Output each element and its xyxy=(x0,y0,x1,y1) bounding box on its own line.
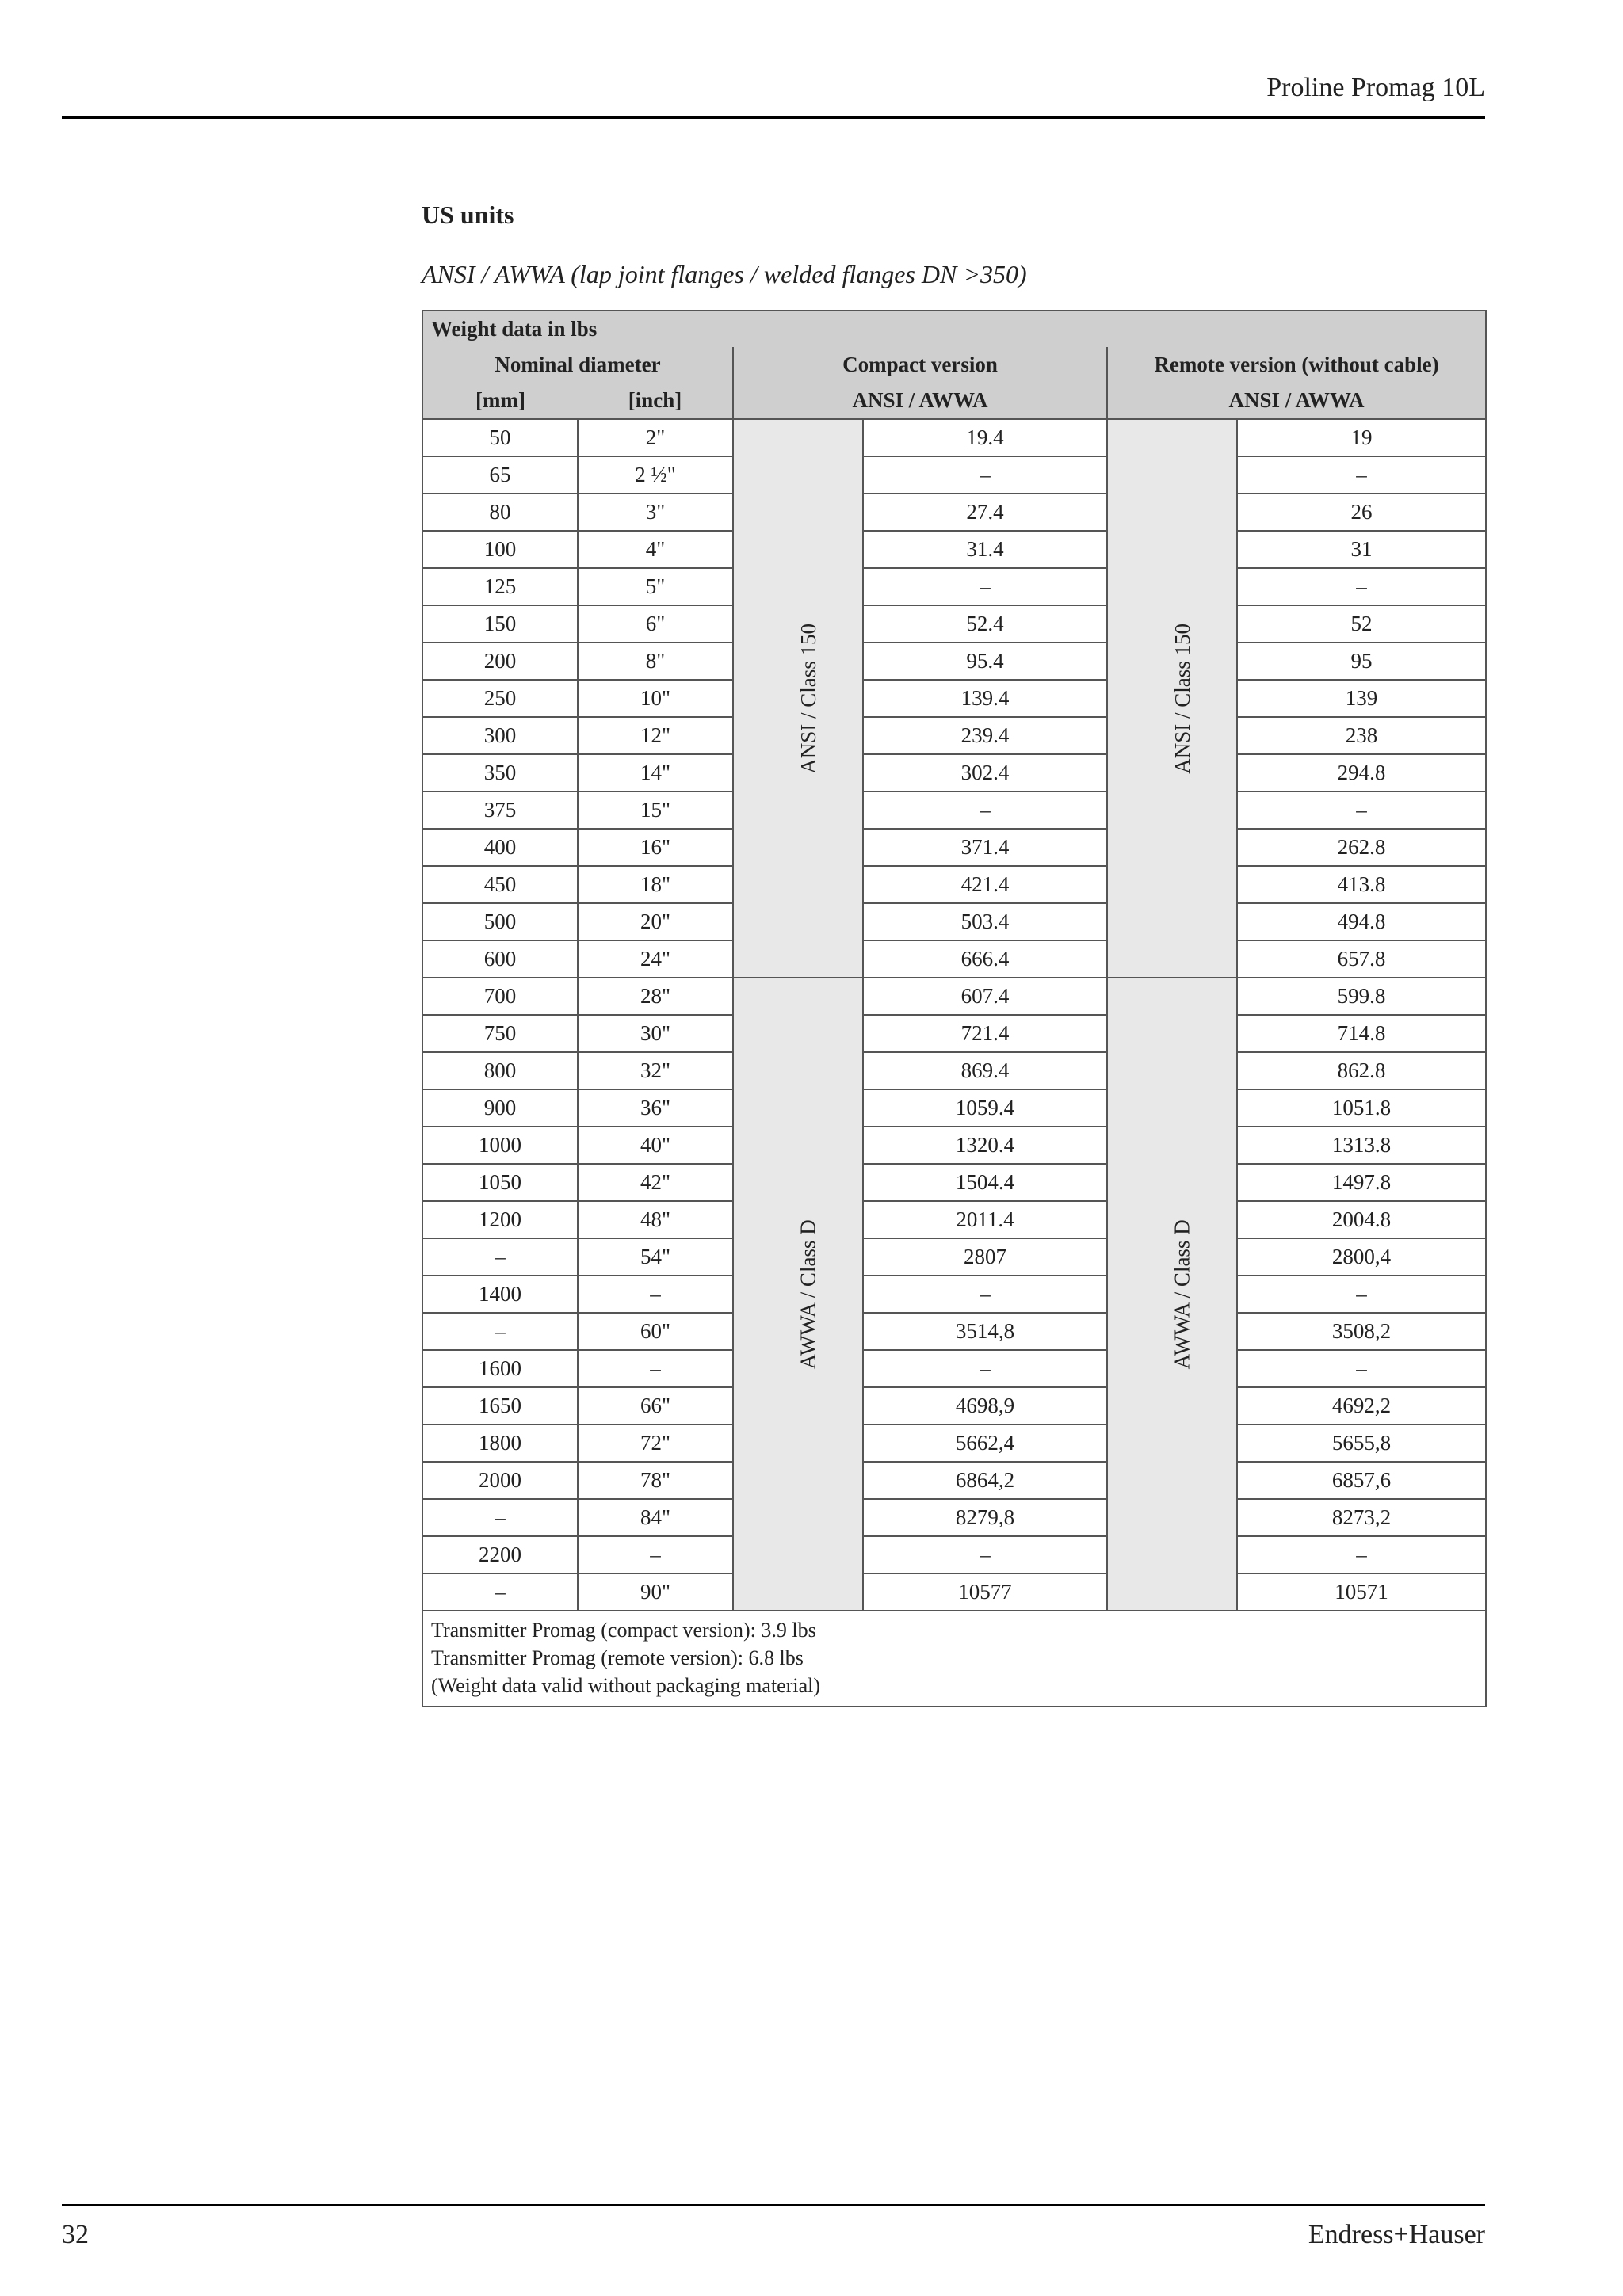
table-row xyxy=(422,1387,1486,1425)
diameter-mm-cell: 80 xyxy=(422,494,578,531)
table-row xyxy=(422,680,1486,717)
diameter-mm-cell: 450 xyxy=(422,866,578,903)
remote-weight-cell: – xyxy=(1237,791,1486,829)
diameter-mm-cell: 250 xyxy=(422,680,578,717)
compact-weight-cell: 1504.4 xyxy=(863,1164,1107,1201)
header-mm: [mm] xyxy=(422,383,578,419)
compact-weight-cell: 607.4 xyxy=(863,978,1107,1015)
remote-weight-cell: 599.8 xyxy=(1237,978,1486,1015)
table-row xyxy=(422,1573,1486,1611)
diameter-mm-cell: 1650 xyxy=(422,1387,578,1425)
remote-weight-cell: 31 xyxy=(1237,531,1486,568)
diameter-mm-cell: 1600 xyxy=(422,1350,578,1387)
remote-weight-cell: 714.8 xyxy=(1237,1015,1486,1052)
table-row xyxy=(422,1499,1486,1536)
diameter-inch-cell: 20" xyxy=(578,903,733,940)
table-row xyxy=(422,1238,1486,1276)
table-row xyxy=(422,643,1486,680)
remote-weight-cell: 657.8 xyxy=(1237,940,1486,978)
footnote-remote-transmitter: Transmitter Promag (remote version): 6.8 lbs xyxy=(431,1646,804,1670)
diameter-mm-cell: – xyxy=(422,1499,578,1536)
section-heading: US units xyxy=(422,200,514,229)
compact-weight-cell: 721.4 xyxy=(863,1015,1107,1052)
table-row xyxy=(422,1350,1486,1387)
compact-weight-cell: 503.4 xyxy=(863,903,1107,940)
compact-weight-cell: – xyxy=(863,1350,1107,1387)
diameter-inch-cell: 10" xyxy=(578,680,733,717)
diameter-inch-cell: 3" xyxy=(578,494,733,531)
table-row xyxy=(422,456,1486,494)
diameter-inch-cell: 36" xyxy=(578,1089,733,1127)
diameter-inch-cell: 66" xyxy=(578,1387,733,1425)
table-row xyxy=(422,1089,1486,1127)
footnote-compact-transmitter: Transmitter Promag (compact version): 3.9 lbs xyxy=(431,1619,816,1642)
diameter-mm-cell: 800 xyxy=(422,1052,578,1089)
diameter-mm-cell: 150 xyxy=(422,605,578,643)
diameter-inch-cell: 42" xyxy=(578,1164,733,1201)
diameter-mm-cell: 400 xyxy=(422,829,578,866)
compact-weight-cell: 1320.4 xyxy=(863,1127,1107,1164)
footnote-packaging: (Weight data valid without packaging material) xyxy=(431,1674,821,1698)
table-row xyxy=(422,829,1486,866)
table-footnotes xyxy=(422,1611,1486,1707)
remote-pressure-class-band xyxy=(1107,419,1237,978)
remote-weight-cell: – xyxy=(1237,1350,1486,1387)
table-row xyxy=(422,1015,1486,1052)
diameter-mm-cell: 300 xyxy=(422,717,578,754)
table-row xyxy=(422,531,1486,568)
remote-pressure-class-label: AWWA / Class D xyxy=(1170,1219,1194,1370)
diameter-inch-cell: 6" xyxy=(578,605,733,643)
remote-weight-cell: 238 xyxy=(1237,717,1486,754)
diameter-inch-cell: 18" xyxy=(578,866,733,903)
diameter-inch-cell: 2 ½" xyxy=(578,456,733,494)
weight-table-header xyxy=(422,311,1486,419)
diameter-mm-cell: – xyxy=(422,1313,578,1350)
diameter-mm-cell: 100 xyxy=(422,531,578,568)
remote-pressure-class-band xyxy=(1107,978,1237,1611)
remote-weight-cell: 494.8 xyxy=(1237,903,1486,940)
compact-weight-cell: 95.4 xyxy=(863,643,1107,680)
diameter-inch-cell: 16" xyxy=(578,829,733,866)
remote-weight-cell: – xyxy=(1237,1276,1486,1313)
remote-weight-cell: 6857,6 xyxy=(1237,1462,1486,1499)
diameter-inch-cell: 5" xyxy=(578,568,733,605)
remote-weight-cell: – xyxy=(1237,568,1486,605)
footer-brand: Endress+Hauser xyxy=(1308,2220,1485,2249)
compact-weight-cell: 10577 xyxy=(863,1573,1107,1611)
diameter-inch-cell: 60" xyxy=(578,1313,733,1350)
table-row xyxy=(422,866,1486,903)
compact-weight-cell: 27.4 xyxy=(863,494,1107,531)
compact-pressure-class-band xyxy=(733,978,863,1611)
diameter-inch-cell: 12" xyxy=(578,717,733,754)
compact-pressure-class-band xyxy=(733,419,863,978)
remote-weight-cell: 5655,8 xyxy=(1237,1425,1486,1462)
remote-weight-cell: 19 xyxy=(1237,419,1486,456)
remote-weight-cell: 2800,4 xyxy=(1237,1238,1486,1276)
diameter-inch-cell: 14" xyxy=(578,754,733,791)
compact-weight-cell: – xyxy=(863,1536,1107,1573)
page-number: 32 xyxy=(62,2220,89,2249)
diameter-mm-cell: – xyxy=(422,1238,578,1276)
remote-weight-cell: 3508,2 xyxy=(1237,1313,1486,1350)
remote-weight-cell: 26 xyxy=(1237,494,1486,531)
diameter-mm-cell: 600 xyxy=(422,940,578,978)
diameter-mm-cell: 500 xyxy=(422,903,578,940)
diameter-inch-cell: 84" xyxy=(578,1499,733,1536)
remote-weight-cell: 52 xyxy=(1237,605,1486,643)
compact-weight-cell: 239.4 xyxy=(863,717,1107,754)
table-row xyxy=(422,791,1486,829)
table-row xyxy=(422,419,1486,456)
header-inch: [inch] xyxy=(578,383,733,419)
compact-weight-cell: 302.4 xyxy=(863,754,1107,791)
remote-weight-cell: 95 xyxy=(1237,643,1486,680)
diameter-inch-cell: 28" xyxy=(578,978,733,1015)
compact-weight-cell: 6864,2 xyxy=(863,1462,1107,1499)
document-title: Proline Promag 10L xyxy=(1266,73,1485,102)
diameter-inch-cell: 8" xyxy=(578,643,733,680)
table-row xyxy=(422,1462,1486,1499)
compact-weight-cell: 3514,8 xyxy=(863,1313,1107,1350)
diameter-mm-cell: 2200 xyxy=(422,1536,578,1573)
remote-weight-cell: 862.8 xyxy=(1237,1052,1486,1089)
diameter-mm-cell: 50 xyxy=(422,419,578,456)
diameter-inch-cell: – xyxy=(578,1536,733,1573)
diameter-inch-cell: 40" xyxy=(578,1127,733,1164)
diameter-inch-cell: 78" xyxy=(578,1462,733,1499)
diameter-mm-cell: 1400 xyxy=(422,1276,578,1313)
diameter-inch-cell: 32" xyxy=(578,1052,733,1089)
table-row xyxy=(422,1425,1486,1462)
remote-pressure-class-label: ANSI / Class 150 xyxy=(1170,623,1195,774)
compact-weight-cell: 1059.4 xyxy=(863,1089,1107,1127)
diameter-mm-cell: 900 xyxy=(422,1089,578,1127)
compact-weight-cell: 139.4 xyxy=(863,680,1107,717)
compact-weight-cell: 666.4 xyxy=(863,940,1107,978)
diameter-inch-cell: 15" xyxy=(578,791,733,829)
remote-weight-cell: – xyxy=(1237,456,1486,494)
diameter-mm-cell: – xyxy=(422,1573,578,1611)
remote-weight-cell: 8273,2 xyxy=(1237,1499,1486,1536)
compact-weight-cell: – xyxy=(863,791,1107,829)
header-nominal-diameter: Nominal diameter xyxy=(422,347,733,383)
diameter-inch-cell: 54" xyxy=(578,1238,733,1276)
diameter-inch-cell: 72" xyxy=(578,1425,733,1462)
diameter-inch-cell: 30" xyxy=(578,1015,733,1052)
diameter-mm-cell: 1800 xyxy=(422,1425,578,1462)
diameter-mm-cell: 700 xyxy=(422,978,578,1015)
header-remote-standard: ANSI / AWWA xyxy=(1107,383,1486,419)
diameter-mm-cell: 750 xyxy=(422,1015,578,1052)
compact-weight-cell: – xyxy=(863,568,1107,605)
footnote-cell xyxy=(422,1611,1486,1707)
table-row xyxy=(422,903,1486,940)
header-remote-version: Remote version (without cable) xyxy=(1107,347,1486,383)
remote-weight-cell: 294.8 xyxy=(1237,754,1486,791)
diameter-mm-cell: 2000 xyxy=(422,1462,578,1499)
remote-weight-cell: 139 xyxy=(1237,680,1486,717)
diameter-inch-cell: 48" xyxy=(578,1201,733,1238)
table-title: Weight data in lbs xyxy=(422,311,1486,347)
compact-weight-cell: – xyxy=(863,456,1107,494)
diameter-inch-cell: – xyxy=(578,1276,733,1313)
diameter-mm-cell: 65 xyxy=(422,456,578,494)
remote-weight-cell: – xyxy=(1237,1536,1486,1573)
compact-weight-cell: 5662,4 xyxy=(863,1425,1107,1462)
remote-weight-cell: 10571 xyxy=(1237,1573,1486,1611)
diameter-mm-cell: 375 xyxy=(422,791,578,829)
remote-weight-cell: 1051.8 xyxy=(1237,1089,1486,1127)
table-row xyxy=(422,754,1486,791)
compact-weight-cell: 2011.4 xyxy=(863,1201,1107,1238)
compact-pressure-class-label: AWWA / Class D xyxy=(796,1219,820,1370)
remote-weight-cell: 2004.8 xyxy=(1237,1201,1486,1238)
remote-weight-cell: 4692,2 xyxy=(1237,1387,1486,1425)
compact-weight-cell: 4698,9 xyxy=(863,1387,1107,1425)
compact-weight-cell: 31.4 xyxy=(863,531,1107,568)
compact-weight-cell: 19.4 xyxy=(863,419,1107,456)
table-row xyxy=(422,1276,1486,1313)
table-row xyxy=(422,568,1486,605)
compact-weight-cell: 8279,8 xyxy=(863,1499,1107,1536)
table-row xyxy=(422,1313,1486,1350)
compact-weight-cell: 2807 xyxy=(863,1238,1107,1276)
table-row xyxy=(422,978,1486,1015)
diameter-inch-cell: 24" xyxy=(578,940,733,978)
page-footer xyxy=(62,2204,1485,2249)
compact-weight-cell: 421.4 xyxy=(863,866,1107,903)
diameter-mm-cell: 200 xyxy=(422,643,578,680)
table-row xyxy=(422,717,1486,754)
remote-weight-cell: 1497.8 xyxy=(1237,1164,1486,1201)
table-row xyxy=(422,1127,1486,1164)
diameter-mm-cell: 1000 xyxy=(422,1127,578,1164)
table-row xyxy=(422,494,1486,531)
diameter-inch-cell: – xyxy=(578,1350,733,1387)
weight-table-body xyxy=(422,419,1486,1611)
table-row xyxy=(422,605,1486,643)
header-compact-version: Compact version xyxy=(733,347,1107,383)
diameter-inch-cell: 4" xyxy=(578,531,733,568)
header-compact-standard: ANSI / AWWA xyxy=(733,383,1107,419)
diameter-inch-cell: 90" xyxy=(578,1573,733,1611)
table-row xyxy=(422,1164,1486,1201)
table-row xyxy=(422,940,1486,978)
compact-weight-cell: 52.4 xyxy=(863,605,1107,643)
compact-weight-cell: 869.4 xyxy=(863,1052,1107,1089)
remote-weight-cell: 1313.8 xyxy=(1237,1127,1486,1164)
table-row xyxy=(422,1201,1486,1238)
page-header xyxy=(62,63,1485,119)
compact-weight-cell: 371.4 xyxy=(863,829,1107,866)
remote-weight-cell: 413.8 xyxy=(1237,866,1486,903)
compact-weight-cell: – xyxy=(863,1276,1107,1313)
compact-pressure-class-label: ANSI / Class 150 xyxy=(796,623,821,774)
diameter-mm-cell: 1200 xyxy=(422,1201,578,1238)
diameter-mm-cell: 350 xyxy=(422,754,578,791)
diameter-mm-cell: 1050 xyxy=(422,1164,578,1201)
remote-weight-cell: 262.8 xyxy=(1237,829,1486,866)
weight-table xyxy=(422,310,1487,1707)
diameter-mm-cell: 125 xyxy=(422,568,578,605)
table-row xyxy=(422,1052,1486,1089)
table-caption: ANSI / AWWA (lap joint flanges / welded flanges DN >350) xyxy=(422,260,1027,288)
table-row xyxy=(422,1536,1486,1573)
diameter-inch-cell: 2" xyxy=(578,419,733,456)
